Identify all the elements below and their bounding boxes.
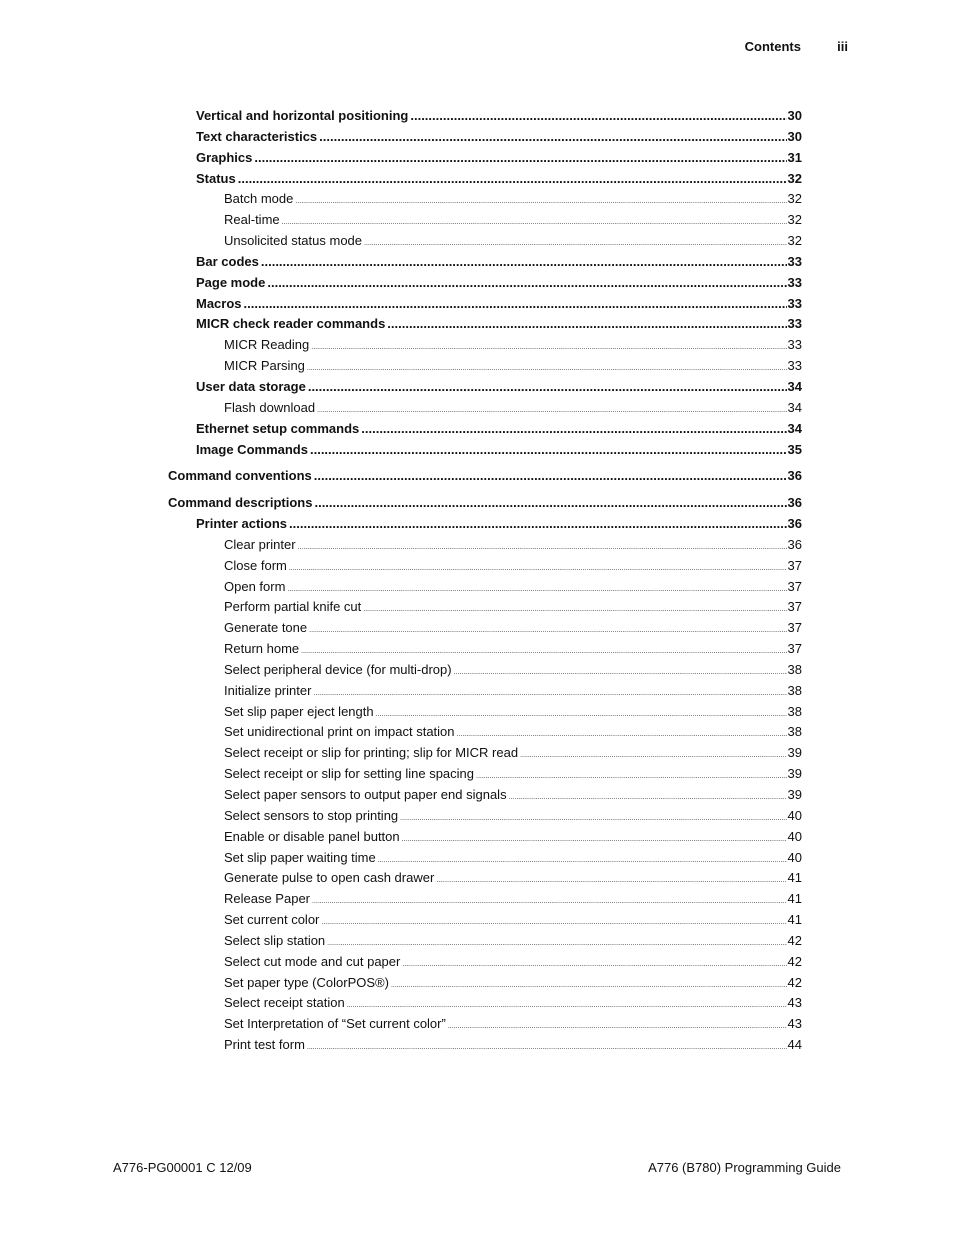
toc-entry-page: 33 [787, 316, 802, 332]
toc-entry-page: 42 [787, 953, 802, 969]
toc-entry-page: 34 [787, 399, 802, 415]
toc-entry-page: 32 [787, 212, 802, 228]
toc-dot-leader [289, 516, 787, 531]
toc-entry-page: 44 [787, 1037, 802, 1053]
toc-entry-title: User data storage [196, 378, 306, 394]
toc-entry-title: Command descriptions [168, 495, 313, 511]
toc-dot-leader [363, 606, 786, 613]
toc-entry-title: Status [196, 170, 236, 186]
toc-entry-page: 40 [787, 807, 802, 823]
toc-entry-title: Macros [196, 295, 242, 311]
toc-entry[interactable] [168, 537, 802, 558]
toc-dot-leader [457, 731, 787, 738]
toc-entry[interactable] [168, 787, 802, 808]
toc-entry-title: Set paper type (ColorPOS®) [224, 974, 389, 990]
toc-entry[interactable] [168, 620, 802, 641]
header-section-title: Contents [744, 39, 801, 54]
toc-entry[interactable] [168, 129, 802, 150]
toc-dot-leader [317, 407, 786, 414]
toc-dot-leader [476, 773, 787, 780]
toc-dot-leader [301, 648, 786, 655]
toc-entry-title: MICR Reading [224, 337, 310, 353]
toc-entry-title: MICR Parsing [224, 358, 305, 374]
toc-entry-title: Enable or disable panel button [224, 828, 400, 844]
toc-entry[interactable] [168, 683, 802, 704]
toc-entry-page: 41 [787, 870, 802, 886]
toc-dot-leader [298, 544, 787, 551]
toc-dot-leader [314, 468, 787, 483]
toc-entry-title: Set current color [224, 912, 320, 928]
toc-dot-leader [436, 877, 786, 884]
toc-entry-page: 33 [787, 358, 802, 374]
toc-dot-leader [238, 171, 787, 186]
toc-dot-leader [313, 690, 786, 697]
toc-dot-leader [391, 982, 787, 989]
toc-entry[interactable] [168, 495, 802, 516]
toc-entry-title: Set slip paper eject length [224, 703, 374, 719]
toc-dot-leader [327, 940, 786, 947]
toc-entry[interactable] [168, 829, 802, 850]
toc-entry-title: Select slip station [224, 932, 326, 948]
toc-entry-page: 30 [787, 128, 802, 144]
toc-entry-page: 42 [787, 974, 802, 990]
toc-dot-leader [289, 565, 787, 572]
toc-entry-title: Command conventions [168, 468, 312, 484]
toc-entry-page: 30 [787, 108, 802, 123]
toc-entry[interactable] [168, 296, 802, 317]
toc-entry-page: 39 [787, 787, 802, 802]
toc-entry[interactable] [168, 400, 802, 421]
toc-entry[interactable] [168, 891, 802, 912]
toc-dot-leader [402, 961, 786, 968]
toc-entry[interactable] [168, 358, 802, 379]
toc-dot-leader [520, 752, 786, 759]
toc-entry-title: Print test form [224, 1037, 305, 1053]
toc-entry-title: Graphics [196, 149, 253, 165]
toc-entry[interactable] [168, 954, 802, 975]
toc-entry-page: 37 [787, 599, 802, 615]
toc-entry-page: 42 [787, 932, 802, 948]
toc-entry[interactable] [168, 850, 802, 871]
toc-entry-title: Clear printer [224, 536, 296, 552]
toc-entry-page: 33 [787, 337, 802, 353]
toc-dot-leader [308, 379, 787, 394]
toc-entry-page: 32 [787, 170, 802, 186]
toc-entry-title: Close form [224, 557, 287, 573]
toc-entry-page: 33 [787, 295, 802, 311]
table-of-contents [168, 108, 802, 1058]
toc-entry-page: 43 [787, 1016, 802, 1032]
toc-dot-leader [361, 421, 786, 436]
toc-entry-title: Flash download [224, 399, 316, 415]
toc-entry-title: Select receipt or slip for setting line spacing [224, 766, 475, 782]
toc-entry-page: 32 [787, 191, 802, 207]
toc-entry[interactable] [168, 150, 802, 171]
toc-entry[interactable] [168, 516, 802, 537]
toc-entry[interactable] [168, 171, 802, 192]
toc-entry-title: Select paper sensors to output paper end signals [224, 787, 507, 802]
toc-dot-leader [400, 815, 786, 822]
toc-dot-leader [378, 857, 787, 864]
toc-entry-title: Set Interpretation of “Set current color” [224, 1016, 446, 1032]
toc-dot-leader [347, 1002, 787, 1009]
toc-entry-title: Select cut mode and cut paper [224, 953, 401, 969]
toc-entry-title: Unsolicited status mode [224, 233, 363, 249]
toc-dot-leader [310, 442, 787, 457]
toc-dot-leader [410, 108, 786, 123]
toc-entry-title: Set unidirectional print on impact station [224, 724, 455, 740]
toc-entry-title: Open form [224, 578, 286, 594]
toc-entry-title: Release Paper [224, 891, 310, 907]
toc-entry[interactable] [168, 233, 802, 254]
toc-entry-title: Real-time [224, 212, 280, 228]
toc-dot-leader [287, 586, 786, 593]
toc-entry[interactable] [168, 704, 802, 725]
toc-entry-title: Ethernet setup commands [196, 420, 360, 436]
toc-entry-page: 43 [787, 995, 802, 1011]
toc-entry[interactable] [168, 662, 802, 683]
toc-entry[interactable] [168, 912, 802, 933]
toc-entry[interactable] [168, 975, 802, 996]
toc-entry[interactable] [168, 558, 802, 579]
toc-entry-page: 36 [787, 536, 802, 552]
toc-entry[interactable] [168, 579, 802, 600]
toc-entry-page: 39 [787, 745, 802, 761]
toc-entry-page: 31 [787, 149, 802, 165]
toc-entry[interactable] [168, 421, 802, 442]
toc-entry[interactable] [168, 1037, 802, 1058]
toc-dot-leader [309, 627, 786, 634]
toc-entry[interactable] [168, 379, 802, 400]
toc-entry-page: 40 [787, 828, 802, 844]
toc-dot-leader [254, 150, 786, 165]
toc-entry-title: Batch mode [224, 191, 294, 207]
toc-dot-leader [321, 919, 786, 926]
toc-entry[interactable] [168, 745, 802, 766]
toc-entry-page: 38 [787, 661, 802, 677]
toc-dot-leader [244, 296, 787, 311]
toc-entry-page: 32 [787, 233, 802, 249]
toc-dot-leader [402, 836, 787, 843]
toc-entry[interactable] [168, 995, 802, 1016]
toc-dot-leader [311, 344, 786, 351]
toc-entry-page: 34 [787, 378, 802, 394]
toc-entry-title: Initialize printer [224, 682, 312, 698]
toc-entry-page: 41 [787, 891, 802, 907]
toc-entry[interactable] [168, 275, 802, 296]
toc-entry-page: 35 [787, 441, 802, 457]
toc-entry[interactable] [168, 468, 802, 489]
toc-dot-leader [364, 240, 787, 247]
toc-entry[interactable] [168, 108, 802, 129]
toc-dot-leader [319, 129, 786, 144]
toc-dot-leader [312, 898, 787, 905]
toc-entry-page: 37 [787, 620, 802, 636]
toc-entry-title: Page mode [196, 274, 266, 290]
footer-document-id: A776-PG00001 C 12/09 [113, 1160, 252, 1175]
toc-entry-page: 37 [787, 578, 802, 594]
toc-entry-page: 33 [787, 253, 802, 269]
toc-entry-title: Vertical and horizontal positioning [196, 108, 409, 123]
toc-entry-title: MICR check reader commands [196, 316, 386, 332]
toc-entry-title: Return home [224, 641, 300, 657]
toc-entry-title: Set slip paper waiting time [224, 849, 376, 865]
toc-entry[interactable] [168, 254, 802, 275]
toc-entry-title: Bar codes [196, 253, 259, 269]
toc-dot-leader [282, 219, 787, 226]
toc-entry-page: 36 [787, 468, 802, 484]
toc-dot-leader [387, 316, 786, 331]
toc-dot-leader [261, 254, 787, 269]
toc-entry-page: 38 [787, 703, 802, 719]
toc-entry-title: Printer actions [196, 516, 288, 532]
toc-entry[interactable] [168, 337, 802, 358]
toc-entry-page: 38 [787, 682, 802, 698]
toc-entry-page: 39 [787, 766, 802, 782]
footer-document-title: A776 (B780) Programming Guide [648, 1160, 841, 1175]
toc-entry[interactable] [168, 933, 802, 954]
toc-entry-title: Select receipt station [224, 995, 345, 1011]
toc-entry-page: 38 [787, 724, 802, 740]
toc-entry-title: Image Commands [196, 441, 308, 457]
toc-entry-title: Perform partial knife cut [224, 599, 362, 615]
toc-entry[interactable] [168, 212, 802, 233]
toc-entry-page: 33 [787, 274, 802, 290]
toc-entry[interactable] [168, 599, 802, 620]
toc-entry-title: Text characteristics [196, 128, 318, 144]
toc-entry[interactable] [168, 442, 802, 463]
toc-entry-title: Select sensors to stop printing [224, 807, 399, 823]
toc-dot-leader [295, 198, 786, 205]
toc-dot-leader [307, 365, 787, 372]
toc-entry[interactable] [168, 870, 802, 891]
toc-entry-page: 37 [787, 641, 802, 657]
toc-entry[interactable] [168, 1016, 802, 1037]
toc-dot-leader [314, 495, 786, 510]
toc-entry[interactable] [168, 641, 802, 662]
toc-entry-title: Select receipt or slip for printing; slip for MICR read [224, 745, 519, 761]
toc-entry-page: 34 [787, 420, 802, 436]
toc-entry-page: 37 [787, 557, 802, 573]
toc-entry[interactable] [168, 808, 802, 829]
toc-entry-title: Generate tone [224, 620, 308, 636]
toc-entry[interactable] [168, 724, 802, 745]
toc-entry[interactable] [168, 766, 802, 787]
toc-entry-page: 40 [787, 849, 802, 865]
toc-entry[interactable] [168, 316, 802, 337]
toc-entry-title: Select peripheral device (for multi-drop) [224, 661, 452, 677]
toc-entry[interactable] [168, 191, 802, 212]
toc-entry-page: 36 [787, 516, 802, 532]
toc-dot-leader [376, 711, 787, 718]
toc-dot-leader [454, 669, 787, 676]
toc-entry-title: Generate pulse to open cash drawer [224, 870, 435, 886]
page-header [0, 39, 954, 59]
header-page-number: iii [837, 39, 848, 54]
toc-dot-leader [509, 794, 787, 801]
toc-entry-page: 36 [787, 495, 802, 511]
toc-dot-leader [307, 1044, 787, 1051]
toc-dot-leader [267, 275, 786, 290]
toc-entry-page: 41 [787, 912, 802, 928]
toc-dot-leader [448, 1023, 787, 1030]
